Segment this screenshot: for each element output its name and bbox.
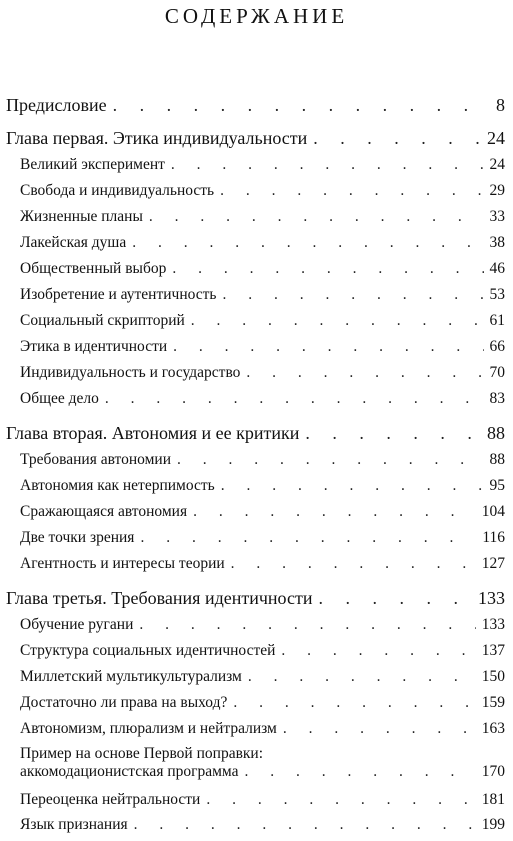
toc-entry-label: Индивидуальность и государство (20, 364, 241, 381)
dot-leader (221, 477, 484, 495)
dot-leader (245, 763, 476, 781)
toc-entry-label: Предисловие (6, 95, 107, 115)
toc-page-number: 88 (487, 423, 505, 443)
toc-section[interactable] (20, 642, 505, 660)
toc-page-number: 133 (478, 588, 505, 608)
toc-section[interactable] (20, 286, 505, 304)
toc-page-number: 170 (481, 763, 505, 780)
toc-section[interactable] (20, 208, 505, 226)
dot-leader (139, 616, 475, 634)
toc-page-number: 150 (481, 668, 505, 685)
dot-leader (172, 260, 483, 278)
toc-entry-label: Лакейская душа (20, 234, 127, 251)
toc-page-number: 38 (489, 234, 505, 251)
dot-leader (313, 128, 481, 149)
toc-entry-label: Общее дело (20, 390, 99, 407)
toc-entry-label: Структура социальных идентичностей (20, 642, 276, 659)
toc-entry-label: Этика в идентичности (20, 338, 168, 355)
toc-entry-label-line1: Пример на основе Первой поправки: (20, 745, 264, 762)
dot-leader (191, 312, 484, 330)
toc-page-number: 29 (489, 182, 505, 199)
toc-entry-label: Две точки зрения (20, 529, 135, 546)
toc-page-number: 88 (489, 451, 505, 468)
toc-entry-label: Агентность и интересы теории (20, 555, 225, 572)
page-title: СОДЕРЖАНИЕ (164, 4, 349, 28)
toc-section[interactable] (20, 816, 505, 834)
toc-section-multiline[interactable] (20, 745, 505, 781)
toc-entry-label: Глава первая. Этика индивидуальности (6, 128, 308, 148)
dot-leader (206, 791, 475, 809)
toc-section[interactable] (20, 364, 505, 382)
toc-section[interactable] (20, 694, 505, 712)
toc-page-number: 61 (489, 312, 505, 329)
toc-section[interactable] (20, 555, 505, 573)
toc-section[interactable] (20, 529, 505, 547)
toc-section[interactable] (20, 182, 505, 200)
dot-leader (233, 694, 475, 712)
toc-section[interactable] (20, 390, 505, 408)
dot-leader (220, 182, 483, 200)
toc-chapter-3[interactable] (6, 588, 505, 609)
toc-section[interactable] (20, 156, 505, 174)
toc-section[interactable] (20, 260, 505, 278)
dot-leader (305, 423, 481, 444)
toc-section[interactable] (20, 451, 505, 469)
dot-leader (105, 390, 484, 408)
dot-leader (171, 156, 484, 174)
toc-page-number: 133 (481, 616, 505, 633)
toc-chapter-2[interactable] (6, 423, 505, 444)
toc-section[interactable] (20, 668, 505, 686)
toc-page-number: 137 (481, 642, 505, 659)
toc-section[interactable] (20, 791, 505, 809)
toc-page-number: 33 (489, 208, 505, 225)
dot-leader (132, 234, 483, 252)
dot-leader (149, 208, 484, 226)
toc-section[interactable] (20, 616, 505, 634)
toc-page-number: 104 (481, 503, 505, 520)
toc-entry-label: Автономизм, плюрализм и нейтрализм (20, 720, 277, 737)
toc-page-number: 159 (481, 694, 505, 711)
dot-leader (173, 338, 483, 356)
toc-page-number: 181 (481, 791, 505, 808)
toc-entry-label: Миллетский мультикультурализм (20, 668, 242, 685)
toc-section[interactable] (20, 312, 505, 330)
toc-entry-label: Глава третья. Требования идентичности (6, 588, 313, 608)
toc-chapter-1[interactable] (6, 128, 505, 149)
toc-page-number: 8 (496, 95, 505, 115)
toc-entry-preface[interactable] (6, 95, 505, 116)
toc-entry-label: Автономия как нетерпимость (20, 477, 215, 494)
dot-leader (140, 529, 476, 547)
toc-page-number: 24 (487, 128, 505, 148)
toc-entry-label: Сражающаяся автономия (20, 503, 188, 520)
toc-section[interactable] (20, 338, 505, 356)
toc-page-number: 46 (489, 260, 505, 277)
toc-page-number: 127 (481, 555, 505, 572)
dot-leader (134, 816, 476, 834)
toc-section[interactable] (20, 477, 505, 495)
dot-leader (281, 642, 475, 660)
toc-entry-label: Обучение ругани (20, 616, 134, 633)
toc-page-number: 53 (489, 286, 505, 303)
toc-entry-label: Свобода и индивидуальность (20, 182, 215, 199)
toc-section[interactable] (20, 720, 505, 738)
dot-leader (177, 451, 483, 469)
toc-page-number: 95 (489, 477, 505, 494)
toc-page-number: 24 (489, 156, 505, 173)
toc-entry-label: Требования автономии (20, 451, 172, 468)
dot-leader (222, 286, 483, 304)
toc-entry-label: Язык признания (20, 816, 128, 833)
toc-entry-label: Великий эксперимент (20, 156, 165, 173)
dot-leader (113, 95, 490, 116)
dot-leader (246, 364, 483, 382)
dot-leader (231, 555, 476, 573)
toc-page-number: 66 (489, 338, 505, 355)
toc-page-number: 163 (481, 720, 505, 737)
toc-entry-label: Переоценка нейтральности (20, 791, 201, 808)
dot-leader (248, 668, 476, 686)
toc-section[interactable] (20, 503, 505, 521)
toc-entry-label: Изобретение и аутентичность (20, 286, 217, 303)
toc-page-number: 83 (489, 390, 505, 407)
toc-page-number: 116 (482, 529, 505, 546)
toc-entry-label: Социальный скрипторий (20, 312, 185, 329)
toc-section[interactable] (20, 234, 505, 252)
dot-leader (193, 503, 476, 521)
toc-page-number: 199 (481, 816, 505, 833)
toc-entry-label: Общественный выбор (20, 260, 167, 277)
dot-leader (283, 720, 476, 738)
toc-page-number: 70 (489, 364, 505, 381)
dot-leader (319, 588, 473, 609)
toc-entry-label-line2: аккомодационистская программа (20, 763, 239, 780)
toc-entry-label: Жизненные планы (20, 208, 143, 225)
toc-entry-label: Глава вторая. Автономия и ее критики (6, 423, 300, 443)
toc-entry-label: Достаточно ли права на выход? (20, 694, 228, 711)
